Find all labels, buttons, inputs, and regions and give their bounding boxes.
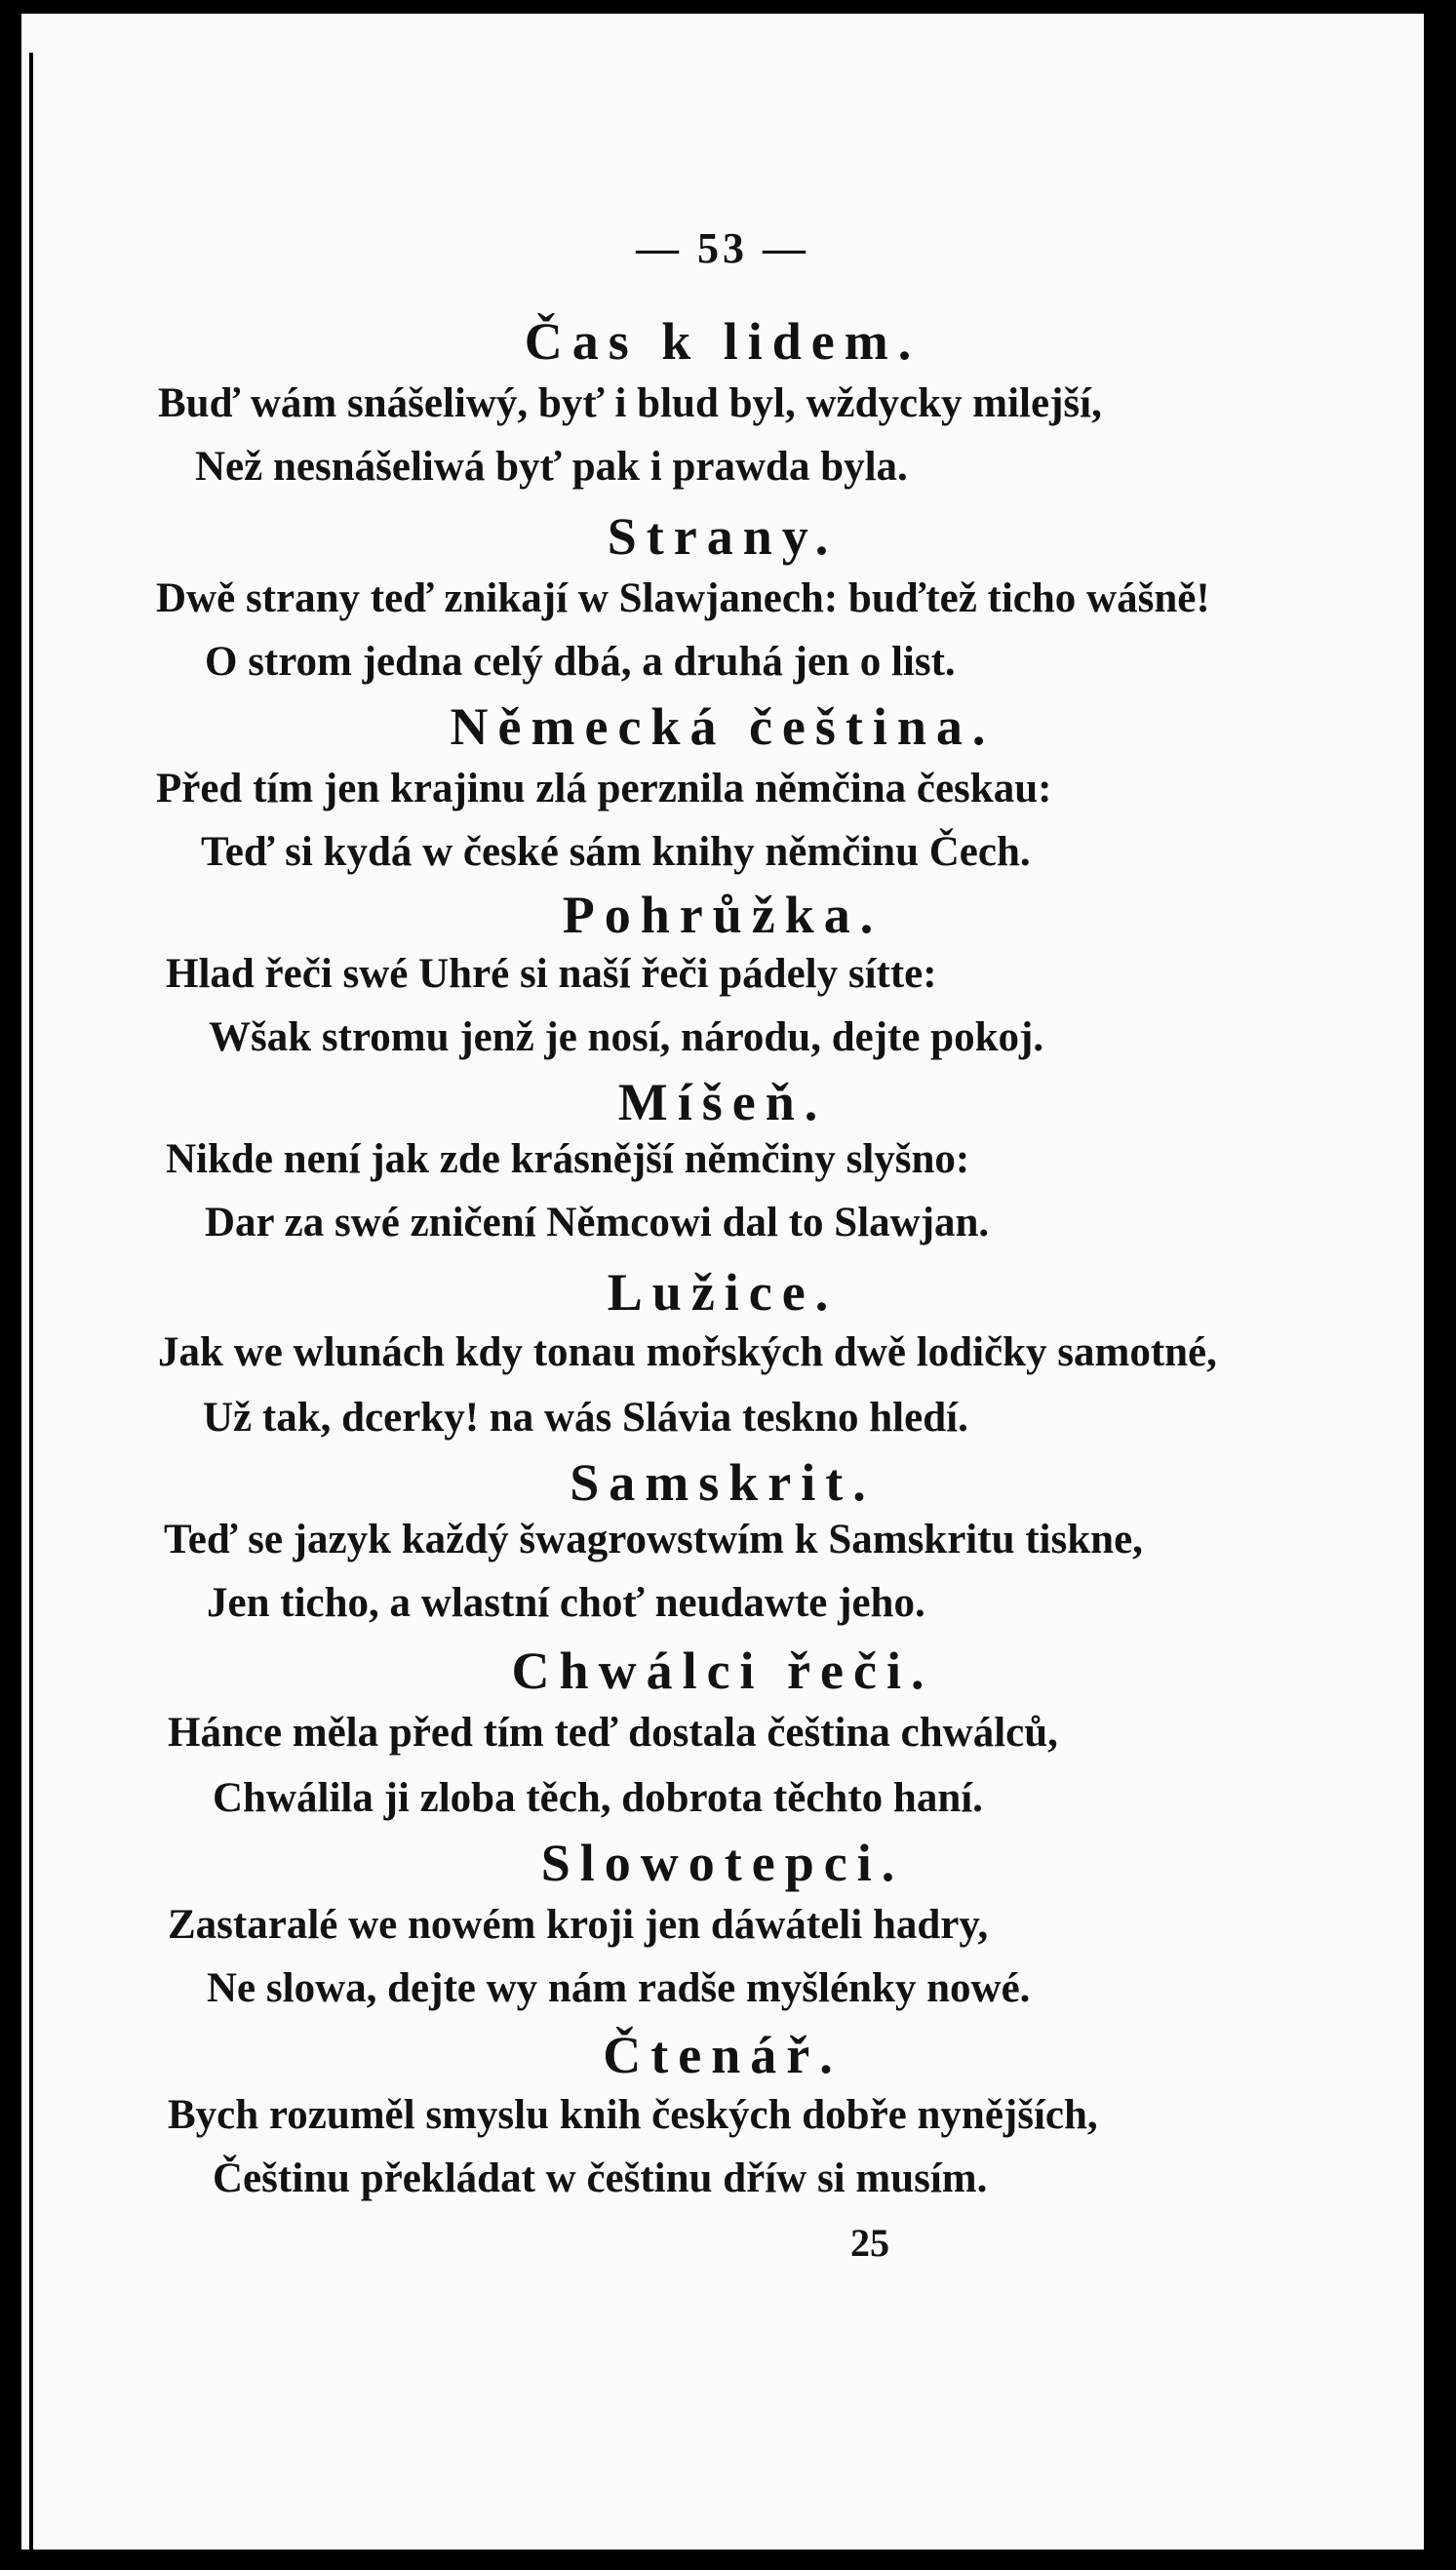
page-header: — 53 — <box>636 224 809 272</box>
verse-line: Hlad řeči swé Uhré si naší řeči pádely sítte: <box>166 951 937 997</box>
verse-line: Nikde není jak zde krásnější němčiny slyšno: <box>166 1136 970 1182</box>
verse-line: Jen ticho, a wlastní choť neudawte jeho. <box>207 1580 925 1626</box>
section-title: Německá čeština. <box>450 697 996 756</box>
verse-line: Než nesnášeliwá byť pak i prawda byla. <box>195 444 908 490</box>
verse-line: O strom jedna celý dbá, a druhá jen o list. <box>205 639 956 685</box>
section-title: Čtenář. <box>603 2026 843 2084</box>
verse-line: Buď wám snášeliwý, byť i blud byl, wždycky milejší, <box>158 380 1102 426</box>
verse-line: Bych rozuměl smyslu knih českých dobře nynějších, <box>168 2092 1098 2138</box>
section-title: Slowotepci. <box>540 1834 905 1892</box>
verse-line: Dwě strany teď znikají w Slawjanech: buďtež ticho wášně! <box>156 575 1210 621</box>
verse-line: Už tak, dcerky! na wás Slávia teskno hledí. <box>203 1395 968 1441</box>
page-text <box>21 14 1424 2550</box>
section-title: Pohrůžka. <box>562 886 884 944</box>
verse-line: Teď si kydá w české sám knihy němčinu Čech. <box>201 829 1031 875</box>
verse-line: Wšak stromu jenž je nosí, národu, dejte pokoj. <box>209 1014 1044 1060</box>
section-title: Strany. <box>607 507 839 566</box>
section-title: Lužice. <box>607 1263 839 1322</box>
printer-signature: 25 <box>850 2221 889 2265</box>
verse-line: Jak we wlunách kdy tonau mořských dwě lodičky samotné, <box>158 1329 1217 1375</box>
verse-line: Zastaralé we nowém kroji jen dáwáteli hadry, <box>168 1902 989 1948</box>
verse-line: Hánce měla před tím teď dostala čeština chwálců, <box>168 1710 1058 1756</box>
section-title: Míšeň. <box>617 1073 828 1131</box>
verse-line: Teď se jazyk každý šwagrowstwím k Samskritu tiskne, <box>164 1517 1143 1562</box>
section-title: Čas k lidem. <box>524 312 922 371</box>
verse-line: Ne slowa, dejte wy nám radše myšlénky nowé. <box>207 1965 1031 2011</box>
verse-line: Před tím jen krajinu zlá perznila němčina českau: <box>156 766 1052 811</box>
verse-line: Češtinu překládat w češtinu dříw si musím. <box>213 2155 988 2201</box>
section-title: Samskrit. <box>570 1453 876 1512</box>
book-page <box>21 14 1424 2550</box>
verse-line: Dar za swé zničení Němcowi dal to Slawjan. <box>205 1200 990 1245</box>
section-title: Chwálci řeči. <box>511 1641 934 1700</box>
verse-line: Chwálila ji zloba těch, dobrota těchto haní. <box>213 1775 983 1821</box>
